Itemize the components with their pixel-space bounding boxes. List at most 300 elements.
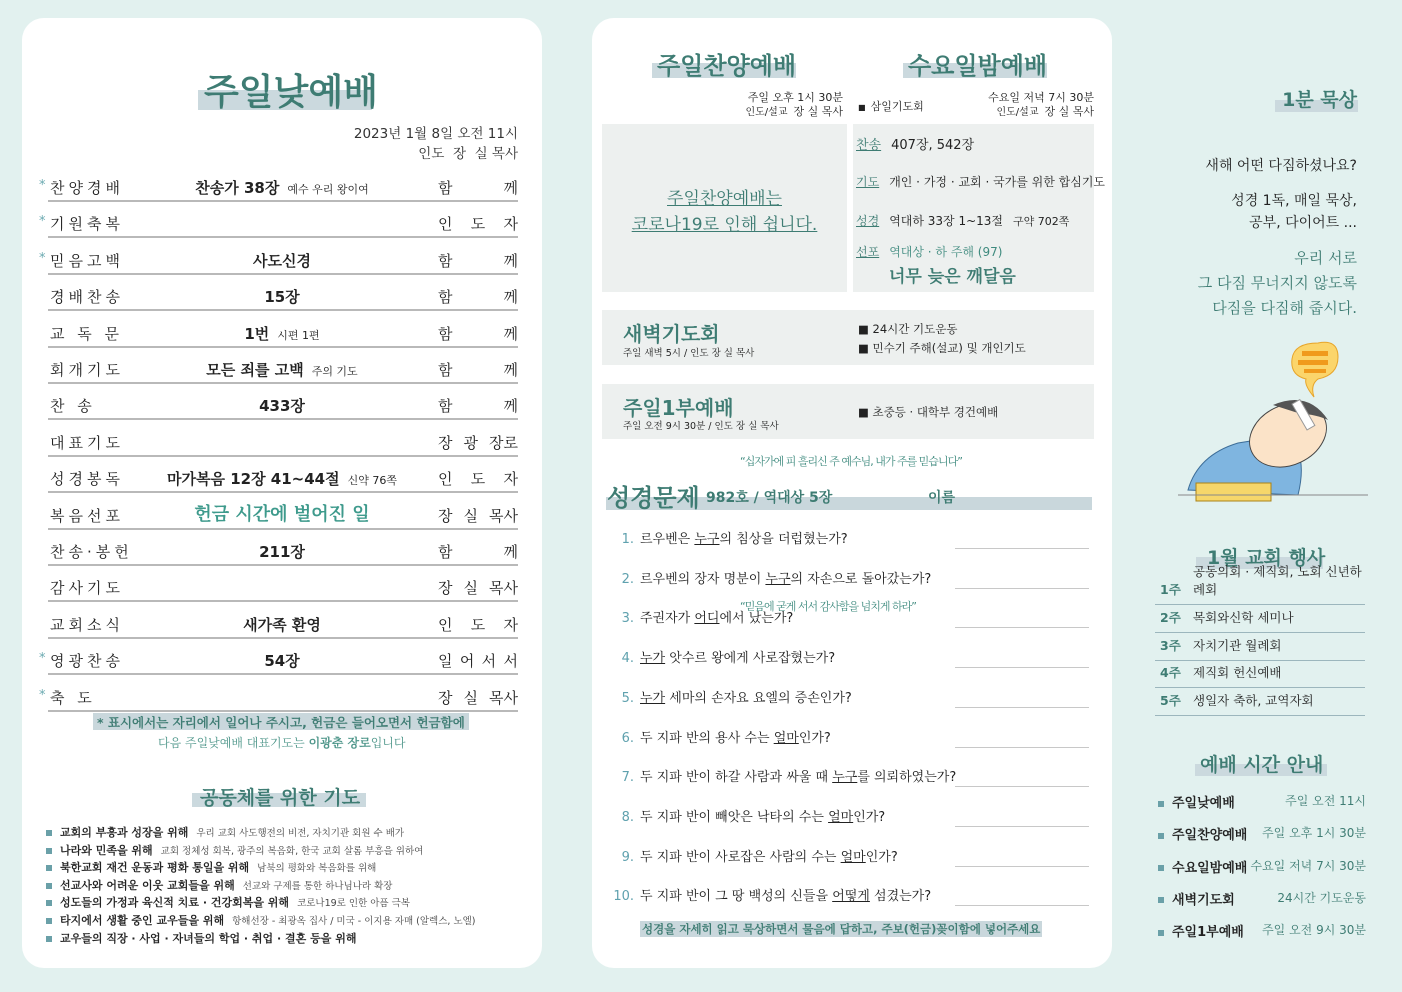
- schedule-row: [1158, 889, 1366, 908]
- question-text: 두 지파 반이 그 땅 백성의 신들을: [640, 889, 833, 905]
- order-content: [132, 541, 432, 562]
- schedule-time: 24시간 기도운동: [1277, 890, 1366, 905]
- dawn-item: [858, 321, 957, 337]
- hymn-value: 407장, 542장: [891, 138, 975, 153]
- order-person: [438, 323, 518, 344]
- first-service-time: 주일 오전 9시 30분 / 인도 장 실 목사: [623, 421, 779, 432]
- question-text: 세마의 손자요 요엘의 증손인가?: [665, 690, 852, 706]
- order-content: [132, 177, 432, 198]
- required-stand-mark: *: [39, 687, 46, 703]
- order-person-part: 장로: [489, 433, 518, 452]
- order-row: [48, 503, 518, 530]
- order-label: 찬 송: [50, 397, 96, 416]
- order-row: [39, 178, 518, 202]
- wednesday-bible: [856, 212, 1069, 229]
- wednesday-leader: [996, 103, 1094, 119]
- answer-line[interactable]: [955, 627, 1089, 628]
- prayer-item: [46, 824, 404, 840]
- order-row: [48, 324, 518, 348]
- required-stand-mark: *: [39, 178, 46, 193]
- prayer-detail: 남북의 평화와 복음화를 위해: [257, 863, 377, 875]
- order-person-part: 께: [503, 179, 518, 197]
- question-text: 인가?: [798, 730, 831, 746]
- event-text: 목회와신학 세미나: [1193, 609, 1294, 625]
- order-person-part: 함: [438, 324, 453, 343]
- order-person: [438, 395, 518, 416]
- prayer-item: [46, 930, 364, 946]
- answer-line[interactable]: [955, 707, 1089, 708]
- wednesday-service-title: 수요일밤예배: [908, 52, 1048, 80]
- order-person-part: 함: [438, 361, 453, 379]
- meditation-teal-block: [1198, 246, 1357, 321]
- order-label: 성경봉독: [50, 470, 124, 489]
- event-row: [1155, 633, 1365, 661]
- quiz-question: [608, 568, 931, 587]
- order-person-part: 목사: [489, 506, 518, 525]
- order-content: [132, 359, 432, 380]
- schedule-name: 새벽기도회: [1172, 892, 1235, 908]
- question-text: 앗수르 왕에게 사로잡혔는가?: [665, 651, 836, 667]
- bible-page: 구약 702쪽: [1013, 215, 1070, 228]
- question-keyword: 얼마: [773, 730, 799, 746]
- next-prayer-note: [158, 734, 405, 751]
- order-person: [438, 359, 518, 380]
- question-keyword: 누가: [640, 690, 666, 706]
- order-label: 영광찬송: [50, 652, 124, 671]
- order-label: 찬송·봉헌: [50, 543, 133, 561]
- praise-service-title: 주일찬양예배: [657, 52, 797, 80]
- order-person-part: 께: [503, 288, 518, 307]
- order-person-part: 께: [503, 324, 518, 343]
- quiz-question: [608, 766, 956, 785]
- wednesday-sermon: [856, 243, 1002, 260]
- order-row: [48, 469, 518, 493]
- prayer-topic: 성도들의 가정과 육신적 치료 · 건강회복을 위해: [60, 896, 290, 910]
- question-text: 두 지파 반이 사로잡은 사람의 수는: [640, 849, 841, 865]
- dawn-time: 주일 새벽 5시 / 인도 장 실 목사: [623, 348, 755, 359]
- order-content: [132, 468, 432, 489]
- sermon-series: 역대상 · 하 주해 (97): [889, 245, 1003, 259]
- leader-name: 장 실 목사: [1044, 105, 1094, 118]
- order-content: [132, 395, 432, 416]
- leader-role: 인도/설교: [745, 107, 788, 118]
- order-person-part: 실: [463, 579, 478, 598]
- order-row: [48, 615, 518, 639]
- order-person-part: 도: [470, 615, 486, 634]
- order-row: [48, 433, 962, 468]
- order-content: [132, 286, 432, 307]
- event-row: [1155, 564, 1365, 605]
- order-person-part: 인: [438, 615, 453, 634]
- order-person-part: 목사: [489, 579, 518, 598]
- schedule-name: 주일1부예배: [1172, 925, 1244, 941]
- order-label: 찬양경배: [50, 179, 124, 197]
- bullet-icon: [46, 900, 52, 906]
- event-text: 자치기관 월례회: [1193, 637, 1282, 653]
- bullet-icon: [46, 883, 52, 889]
- question-keyword: 누구: [694, 532, 720, 547]
- sermon-title: 헌금 시간에 벌어진 일: [194, 503, 370, 525]
- order-main: 15장: [264, 288, 300, 307]
- dawn-title: 새벽기도회: [623, 322, 720, 346]
- order-person-part: 실: [463, 506, 478, 525]
- first-service-title: 주일1부예배: [623, 396, 734, 420]
- order-content: [132, 614, 432, 635]
- prayer-key: 기도: [856, 175, 880, 189]
- quiz-question: [608, 885, 931, 904]
- quiz-name-label: 이름: [928, 490, 956, 506]
- meditation-teal-line: 우리 서로: [1294, 249, 1357, 267]
- order-person-part: 서: [503, 652, 518, 671]
- order-label: 믿음고백: [50, 251, 124, 270]
- required-stand-mark: *: [39, 651, 46, 667]
- order-person: [438, 577, 518, 598]
- order-person-part: 목사: [489, 688, 518, 707]
- answer-line[interactable]: [955, 548, 1089, 549]
- prayer-detail: 선교와 구제를 통한 하나님나라 확장: [242, 880, 393, 892]
- order-label: 교회소식: [50, 615, 124, 634]
- order-person-part: 께: [503, 543, 518, 561]
- bullet-icon: ■: [858, 405, 873, 419]
- question-text: 인가?: [865, 849, 898, 865]
- question-text: 섬겼는가?: [869, 889, 932, 905]
- event-text: 생일자 축하, 교역자회: [1193, 693, 1314, 709]
- prayer-detail: 코로나19로 인한 아픔 극복: [297, 898, 410, 910]
- order-person-part: 께: [503, 251, 518, 270]
- praise-notice-box: [602, 124, 847, 292]
- meditation-line: 성경 1독, 매일 묵상,: [1231, 193, 1357, 209]
- schedule-time: 주일 오전 9시 30분: [1262, 923, 1366, 938]
- order-person: [438, 541, 518, 562]
- answer-line[interactable]: [955, 588, 1089, 589]
- question-keyword: 얼마: [828, 809, 854, 825]
- standing-note: * 표시에서는 자리에서 일어나 주시고, 헌금은 들어오면서 헌금함에: [93, 713, 469, 730]
- order-main: 찬송가 38장: [195, 179, 280, 197]
- order-person-part: 함: [438, 288, 453, 307]
- order-person: [438, 614, 518, 635]
- schedule-title: 예배 시간 안내: [1200, 754, 1324, 776]
- first-service-item: [858, 404, 998, 420]
- dawn-prayer-box: [602, 310, 1094, 365]
- quiz-issue: 982호 / 역대상 5장: [706, 490, 833, 506]
- quiz-question: [608, 806, 885, 825]
- quiz-question: [608, 528, 848, 547]
- order-quote: “십자가에 피 흘리신 주 예수님, 내가 주를 믿습니다”: [740, 454, 962, 468]
- praise-notice: [602, 186, 847, 238]
- order-person: [438, 468, 518, 489]
- quiz-footer: 성경을 자세히 읽고 묵상하면서 물음에 답하고, 주보(헌금)꽂이함에 넣어주세요: [642, 922, 1041, 936]
- dawn-item-text: 24시간 기도운동: [872, 322, 958, 336]
- wednesday-time: 수요일 저녁 7시 30분: [988, 91, 1094, 104]
- event-week: 4주: [1160, 665, 1181, 681]
- answer-line[interactable]: [955, 866, 1089, 867]
- order-person-part: 일: [438, 652, 453, 671]
- order-quote: “믿음에 굳게 서서 감사함을 넘치게 하라”: [740, 600, 916, 614]
- order-label: 복음선포: [50, 506, 124, 525]
- bullet-icon: [46, 918, 52, 924]
- answer-line[interactable]: [955, 905, 1089, 906]
- order-person-part: 함: [438, 543, 453, 561]
- answer-line[interactable]: [955, 667, 1089, 668]
- quiz-question: [608, 727, 831, 746]
- question-number: 1.: [621, 532, 634, 547]
- event-row: [1155, 605, 1365, 633]
- order-person-part: 서: [481, 652, 497, 671]
- bullet-icon: [46, 830, 52, 836]
- bullet-icon: [1158, 897, 1164, 903]
- order-sub: 예수 우리 왕이여: [287, 183, 369, 196]
- wednesday-bullet: [858, 98, 924, 114]
- quiz-question: [608, 687, 852, 706]
- prayer-topic: 타지에서 생활 중인 교우들을 위해: [60, 914, 225, 927]
- bullet-icon: ■: [858, 341, 873, 355]
- order-row: [48, 287, 518, 311]
- order-person: [438, 213, 518, 234]
- order-person: [438, 250, 518, 271]
- order-person: [438, 650, 518, 671]
- schedule-name: 주일찬양예배: [1172, 828, 1248, 844]
- bullet-icon: [46, 848, 52, 854]
- order-person: [438, 505, 518, 526]
- order-person: [438, 687, 518, 708]
- order-main: 사도신경: [253, 251, 311, 270]
- next-prayer-prefix: 다음 주일낮예배 대표기도는: [158, 736, 309, 750]
- order-main: 433장: [259, 397, 305, 416]
- event-text: 제직회 헌신예배: [1193, 665, 1282, 681]
- question-number: 4.: [621, 651, 634, 667]
- sermon-key: 선포: [856, 245, 880, 259]
- meditation-teal-line: 다짐을 다짐해 줍시다.: [1212, 299, 1357, 317]
- order-person-part: 인: [438, 470, 453, 489]
- order-row: [48, 396, 518, 420]
- order-main: 1번: [244, 324, 270, 343]
- order-content: [132, 250, 432, 271]
- prayer-topic: 북한교회 재건 운동과 평화 통일을 위해: [60, 861, 250, 875]
- answer-line[interactable]: [955, 786, 1089, 787]
- prayer-item: [46, 912, 476, 928]
- order-row: [48, 360, 518, 384]
- bullet-icon: [1158, 930, 1164, 936]
- order-label: 대표기도: [50, 433, 124, 452]
- bullet-icon: [46, 865, 52, 871]
- order-label: 경배찬송: [50, 288, 124, 307]
- bullet-icon: [1158, 833, 1164, 839]
- prayer-topic: 선교사와 어려운 이웃 교회들을 위해: [60, 878, 235, 892]
- schedule-time: 주일 오전 11시: [1285, 794, 1366, 808]
- next-prayer-name: 이광춘 장로: [308, 736, 371, 750]
- schedule-time: 주일 오후 1시 30분: [1262, 826, 1366, 841]
- order-person-part: 장: [438, 579, 453, 598]
- order-label: 축 도: [50, 688, 96, 707]
- order-row: [48, 542, 518, 566]
- question-number: 10.: [613, 889, 634, 905]
- question-text: 의 자손으로 돌아갔는가?: [790, 571, 932, 587]
- order-main: 새가족 환영: [243, 615, 321, 634]
- question-text: 주권자가: [640, 611, 695, 627]
- schedule-time: 수요일 저녁 7시 30분: [1250, 858, 1366, 873]
- bullet-icon: [46, 936, 52, 942]
- order-person: [438, 286, 518, 307]
- order-main: 모든 죄를 고백: [206, 361, 304, 379]
- wednesday-bullet-label: 삼일기도회: [870, 100, 924, 113]
- prayer-item: [46, 842, 423, 858]
- required-stand-mark: *: [39, 214, 46, 230]
- order-label: 교 독 문: [50, 324, 124, 343]
- order-person-part: 장: [438, 506, 453, 525]
- question-number: 6.: [621, 730, 634, 746]
- schedule-row: [1158, 921, 1366, 940]
- meditation-title: 1분 묵상: [1282, 89, 1357, 111]
- event-week: 1주: [1160, 582, 1181, 597]
- event-text: 공동의회 · 제직회, 노회 신년하례회: [1193, 564, 1362, 597]
- next-prayer-suffix: 입니다: [370, 736, 406, 750]
- notice-line-1: 주일찬양예배는: [667, 189, 782, 209]
- question-keyword: 어떻게: [832, 889, 870, 905]
- prayer-detail: 우리 교회 사도행전의 비전, 자치기관 회원 수 배가: [196, 828, 405, 839]
- event-week: 5주: [1160, 693, 1181, 709]
- question-number: 9.: [621, 849, 634, 865]
- first-service-item-text: 초중등 · 대학부 경건예배: [872, 405, 999, 419]
- order-person-part: 도: [470, 470, 486, 489]
- order-person-part: 인: [438, 215, 453, 234]
- question-keyword: 누구: [765, 571, 791, 587]
- quiz-title: 성경문제: [607, 484, 700, 512]
- order-person: [438, 432, 518, 453]
- leader-role: 인도/설교: [996, 107, 1039, 118]
- service-leader: 인도 장 실 목사: [418, 146, 518, 162]
- order-sub: 신약 76쪽: [347, 474, 397, 488]
- prayer-topic: 교우들의 직장 · 사업 · 자녀들의 학업 · 취업 · 결혼 등을 위해: [60, 931, 357, 945]
- sleeping-man-illustration: [1178, 335, 1368, 510]
- first-service-box: [602, 384, 1094, 439]
- answer-line[interactable]: [955, 826, 1089, 827]
- schedule-row: [1158, 824, 1366, 843]
- order-label: 기원축복: [50, 215, 124, 234]
- order-content: [132, 500, 432, 526]
- bullet-icon: ■: [858, 103, 866, 112]
- bullet-icon: [1158, 865, 1164, 871]
- hymn-key: 찬송: [856, 138, 882, 153]
- order-person-part: 어: [459, 652, 475, 671]
- question-number: 3.: [621, 611, 634, 627]
- events-title: 1월 교회 행사: [1207, 547, 1326, 569]
- order-main: 211장: [259, 543, 305, 561]
- question-text: 에서 났는가?: [719, 611, 794, 627]
- order-person: [438, 177, 518, 198]
- order-person-part: 함: [438, 179, 453, 197]
- question-text: 르우벤의 장자 명분이: [640, 571, 766, 587]
- prayer-topic: 교회의 부흥과 성장을 위해: [60, 826, 189, 839]
- prayer-topic: 나라와 민족을 위해: [60, 843, 153, 857]
- question-text: 르우벤은: [640, 532, 695, 547]
- wednesday-sermon-title: 너무 늦은 깨달음: [889, 267, 1016, 287]
- dawn-item-text: 민수기 주해(설교) 및 개인기도: [872, 341, 1026, 355]
- wednesday-prayer: [856, 173, 1105, 190]
- order-person-part: 함: [438, 251, 453, 270]
- order-main: 마가복음 12장 41~44절: [167, 470, 340, 489]
- required-stand-mark: *: [39, 250, 46, 266]
- event-row: [1155, 660, 1365, 688]
- bible-value: 역대하 33장 1~13절: [889, 214, 1004, 228]
- schedule-name: 수요일밤예배: [1172, 860, 1248, 876]
- bible-key: 성경: [856, 214, 880, 228]
- prayer-detail: 교회 정체성 회복, 광주의 복음화, 한국 교회 살롬 부흥을 위하여: [160, 845, 424, 857]
- answer-line[interactable]: [955, 747, 1089, 748]
- question-text: 두 지파 반이 빼앗은 낙타의 수는: [640, 809, 829, 825]
- order-person-part: 께: [503, 397, 518, 416]
- schedule-row: [1158, 792, 1366, 811]
- prayer-section-title: 공동체를 위한 기도: [200, 787, 361, 809]
- meditation-text: [1198, 155, 1357, 321]
- order-person-part: 장: [438, 433, 453, 452]
- question-text: 두 지파 반의 용사 수는: [640, 730, 774, 746]
- question-keyword: 누가: [640, 651, 666, 667]
- wednesday-hymn: [856, 134, 974, 153]
- question-keyword: 얼마: [840, 849, 866, 865]
- order-person-part: 도: [470, 215, 486, 234]
- question-text: 두 지파 반이 하갈 사람과 싸울 때: [640, 770, 833, 786]
- praise-leader: [745, 103, 843, 119]
- meditation-teal-line: 그 다짐 무너지지 않도록: [1197, 274, 1357, 292]
- order-main: 54장: [264, 652, 300, 671]
- prayer-detail: 항해선장 - 최광옥 집사 / 미국 - 이지용 자매 (알렉스, 노엘): [232, 916, 476, 927]
- prayer-item: [46, 859, 376, 875]
- dawn-item: [858, 340, 1026, 356]
- notice-line-2: 코로나19로 인해 쉽니다.: [631, 215, 818, 235]
- question-number: 5.: [621, 690, 634, 706]
- order-label: 감사기도: [50, 579, 124, 598]
- order-sub: 주의 기도: [311, 365, 358, 378]
- schedule-name: 주일낮예배: [1172, 796, 1235, 811]
- service-date: 2023년 1월 8일 오전 11시: [353, 126, 518, 142]
- order-sub: 시편 1편: [277, 328, 320, 342]
- prayer-value: 개인 · 가정 · 교회 · 국가를 위한 합심기도: [889, 175, 1106, 189]
- event-row: [1155, 688, 1365, 716]
- order-person-part: 광: [463, 433, 478, 452]
- order-row: [39, 214, 518, 238]
- bullet-icon: [1158, 801, 1164, 807]
- order-person-part: 자: [503, 615, 518, 634]
- question-text: 의 침상을 더럽혔는가?: [719, 532, 848, 547]
- prayer-item: [46, 894, 410, 910]
- prayer-item: [46, 877, 392, 893]
- order-person-part: 자: [503, 470, 518, 489]
- order-row: [39, 250, 518, 275]
- leader-name: 장 실 목사: [793, 105, 843, 118]
- meditation-line: 새해 어떤 다짐하셨나요?: [1205, 158, 1357, 174]
- order-row: [39, 651, 518, 675]
- question-text: 인가?: [853, 809, 886, 825]
- quiz-question: [608, 647, 835, 666]
- order-person-part: 실: [463, 688, 478, 707]
- page-title: 주일낮예배: [204, 72, 378, 113]
- order-row: [39, 687, 518, 712]
- order-person-part: 장: [438, 688, 453, 707]
- event-week: 3주: [1160, 637, 1181, 653]
- order-content: [132, 650, 432, 671]
- question-number: 7.: [621, 770, 634, 786]
- schedule-row: [1158, 857, 1366, 876]
- question-number: 8.: [621, 809, 634, 825]
- meditation-line: 공부, 다이어트 ...: [1249, 215, 1357, 231]
- question-number: 2.: [621, 571, 634, 587]
- order-label: 회개기도: [50, 361, 124, 379]
- question-keyword: 누구: [832, 770, 858, 786]
- order-person-part: 자: [503, 215, 518, 234]
- question-keyword: 어디: [694, 611, 720, 627]
- order-person-part: 함: [438, 397, 453, 416]
- question-text: 를 의뢰하였는가?: [857, 770, 957, 786]
